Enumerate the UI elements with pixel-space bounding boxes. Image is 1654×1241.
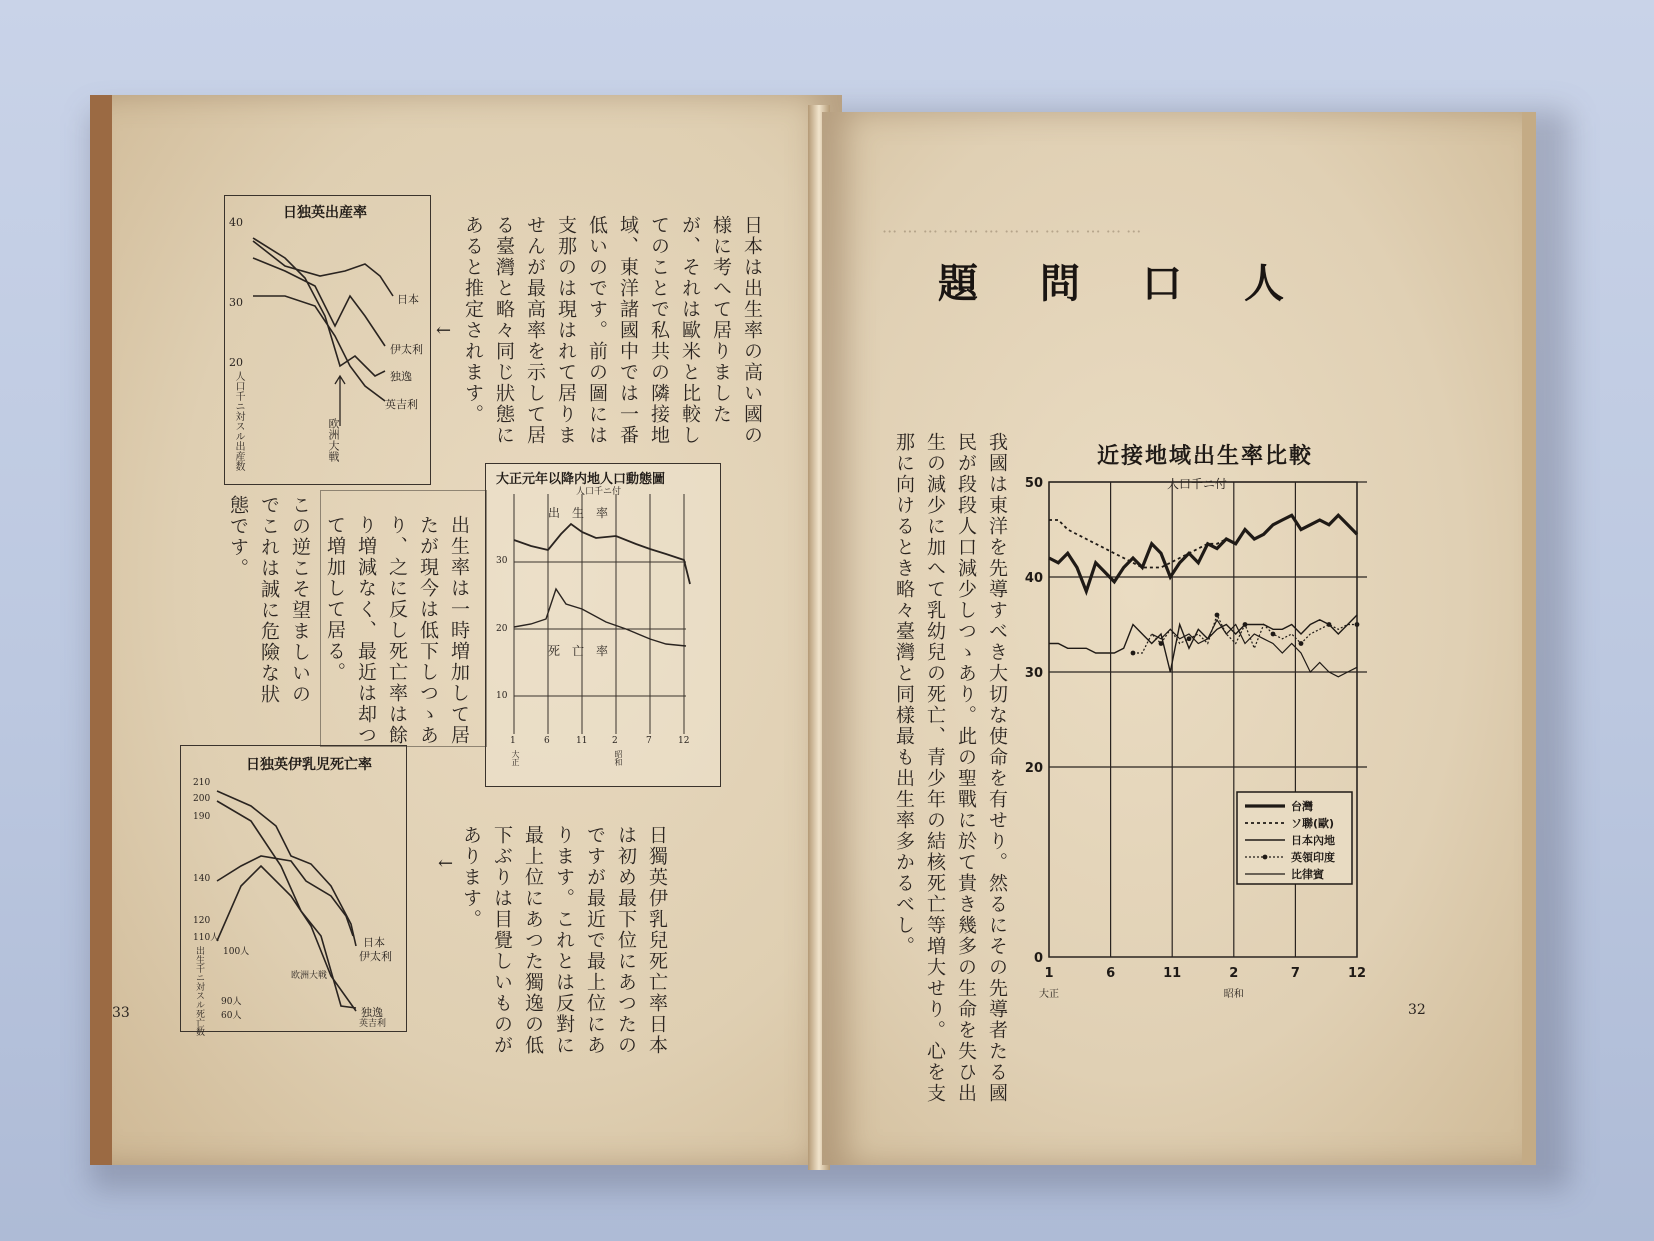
- vs-xtick-11: 11: [576, 736, 588, 746]
- series-marker: [1271, 632, 1276, 637]
- birth-label-italy: 伊太利: [390, 343, 423, 356]
- series-marker: [1327, 622, 1332, 627]
- infant-mortality-figure-title: 日独英伊乳児死亡率: [246, 757, 372, 773]
- paragraph-infant-mortality: 日獨英伊乳兒死亡率日本は初め最下位にあつたのですが最近で最上位にあります。これとは反對に最上位にあつた獨逸の低下ぶりは目覺しいものがあります。: [460, 825, 668, 1056]
- chart-title: 近接地域出生率比較: [1097, 443, 1314, 469]
- vs-ytick-30: 30: [496, 556, 508, 566]
- birth-rate-figure-title: 日独英出産率: [283, 205, 367, 221]
- series-line-4: [1152, 620, 1357, 677]
- im-ytick-190: 190: [193, 812, 211, 822]
- im-line-germany: [217, 801, 356, 1008]
- infant-mortality-figure: [180, 745, 407, 1036]
- birth-line-germany: [253, 238, 385, 376]
- vs-xtick-1: 1: [510, 736, 516, 746]
- arrow-1: ←: [436, 320, 452, 341]
- im-ytick-120: 120: [193, 916, 211, 926]
- right-body-text: 我國は東洋を先導すべき大切な使命を有せり。然るにその先導者たる國民が段段人口減少しつゝあり。此の聖戰に於て貴き幾多の生命を失ひ出生の減少に加へて乳幼兒の死亡、青少年の結核死亡等増大せり。心を支那に向けるとき略々臺灣と同樣最も出生率多かるべし。: [893, 432, 1008, 1104]
- birth-label-japan: 日本: [397, 293, 419, 306]
- birth-rate-ytick-40: 40: [229, 216, 243, 229]
- vs-era-showa: 昭和: [614, 750, 623, 766]
- page-title: 人口問題: [938, 260, 1346, 307]
- vs-birth-line: [514, 524, 690, 584]
- y-tick-label: 40: [1024, 571, 1043, 586]
- legend-label: 比律賓: [1291, 868, 1324, 881]
- series-marker: [1355, 622, 1360, 627]
- paragraph-birth-rate: 日本は出生率の高い國の様に考へて居りましたが、それは歐米と比較してのことで私共の隣接地域、東洋諸國中では一番低いのです。前の圖には支那のは現はれて居りませんが最高率を示して居る臺灣と略々同じ狀態にあると推定されます。: [462, 215, 763, 446]
- y-tick-label: 0: [1033, 951, 1043, 966]
- im-ytick-140: 140: [193, 874, 211, 884]
- x-tick-label: 11: [1163, 966, 1182, 981]
- series-marker: [1159, 641, 1164, 646]
- x-tick-label: 7: [1290, 966, 1300, 981]
- im-ytick-100: 100人: [223, 947, 250, 957]
- x-tick-label: 6: [1106, 966, 1116, 981]
- birth-rate-figure: [224, 195, 431, 485]
- im-label-japan: 日本: [363, 936, 385, 949]
- series-line-0: [1049, 515, 1357, 591]
- paragraph-death-rate: 出生率は一時増加して居たが現今は低下しつゝあり、之に反し死亡率は餘り増減なく、最近は却つて増加して居る。: [324, 515, 470, 746]
- vital-stats-figure-title: 大正元年以降内地人口動態圖: [496, 472, 666, 487]
- im-label-italy: 伊太利: [359, 950, 392, 963]
- y-tick-label: 50: [1024, 476, 1043, 491]
- im-line-england: [217, 866, 356, 1011]
- vs-xtick-2: 2: [612, 736, 618, 746]
- series-marker: [1299, 641, 1304, 646]
- im-ytick-90: 90人: [221, 997, 242, 1007]
- vital-stats-figure: [485, 463, 721, 787]
- infant-mortality-lines: [181, 746, 406, 1031]
- series-marker: [1243, 622, 1248, 627]
- series-marker: [1215, 613, 1220, 618]
- y-tick-label: 30: [1024, 666, 1043, 681]
- bleed-through-text: ··· ··· ··· ··· ··· ··· ··· ··· ··· ··· ··· ··· ···: [882, 222, 1142, 241]
- birth-line-italy: [253, 258, 385, 346]
- birth-label-england: 英吉利: [385, 398, 418, 411]
- birth-ww1-label: 欧洲大戦: [327, 418, 340, 462]
- x-tick-label: 1: [1044, 966, 1054, 981]
- birth-line-england: [253, 296, 385, 401]
- legend-label: 英領印度: [1291, 851, 1335, 864]
- im-ytick-110: 110人: [193, 933, 220, 943]
- series-line-2: [1049, 615, 1357, 672]
- chart-subtitle: 人口千ニ付: [1167, 477, 1228, 491]
- y-tick-label: 20: [1024, 761, 1043, 776]
- im-label-england: 英吉利: [359, 1019, 387, 1029]
- birth-line-japan: [253, 241, 393, 296]
- era-label-showa: 昭和: [1223, 989, 1244, 1000]
- birth-rate-ytick-20: 20: [229, 356, 243, 369]
- vs-ytick-20: 20: [496, 624, 508, 634]
- main-chart-svg: [1017, 427, 1387, 1047]
- legend-label: ソ聯(歐): [1291, 817, 1335, 830]
- right-page-number: 32: [1408, 1002, 1426, 1018]
- im-ww1-label: 欧洲大戦: [291, 971, 328, 981]
- arrow-2: ←: [438, 853, 454, 874]
- x-tick-label: 2: [1229, 966, 1239, 981]
- birth-rate-ylabel: 人口千ニ対スル出産数: [233, 371, 244, 471]
- im-ytick-60: 60人: [221, 1011, 242, 1021]
- im-ylabel: 出生千ニ対スル死亡数: [194, 946, 204, 1036]
- birth-rate-label: 出 生 率: [548, 506, 609, 520]
- series-marker: [1187, 636, 1192, 641]
- im-label-germany: 独逸: [361, 1006, 383, 1019]
- series-line-3: [1133, 615, 1357, 653]
- vs-xtick-6: 6: [544, 736, 550, 746]
- im-ytick-210: 210: [193, 778, 211, 788]
- left-page-number: 33: [112, 1005, 130, 1021]
- im-ytick-200: 200: [193, 794, 211, 804]
- vs-death-line: [514, 589, 686, 646]
- vs-xtick-7: 7: [646, 736, 652, 746]
- birth-label-germany: 独逸: [390, 370, 412, 383]
- right-page: [822, 112, 1536, 1165]
- legend-label: 台灣: [1291, 800, 1313, 813]
- legend-marker: [1263, 855, 1268, 860]
- vs-ytick-10: 10: [496, 691, 508, 701]
- legend-label: 日本內地: [1291, 834, 1335, 847]
- vital-stats-subtitle: 人口千ニ付: [576, 487, 622, 497]
- vs-xtick-12: 12: [678, 736, 690, 746]
- paragraph-danger: この逆こそ望ましいのでこれは誠に危險な狀態です。: [227, 495, 311, 705]
- neighbor-birth-chart: [1017, 427, 1387, 1047]
- series-marker: [1131, 651, 1136, 656]
- x-tick-label: 12: [1347, 966, 1367, 981]
- left-page: [90, 95, 842, 1165]
- era-label-taisho: 大正: [1039, 989, 1059, 1000]
- birth-rate-ytick-30: 30: [229, 296, 243, 309]
- vs-era-taisho: 大正: [511, 750, 520, 766]
- death-rate-label: 死 亡 率: [548, 644, 609, 658]
